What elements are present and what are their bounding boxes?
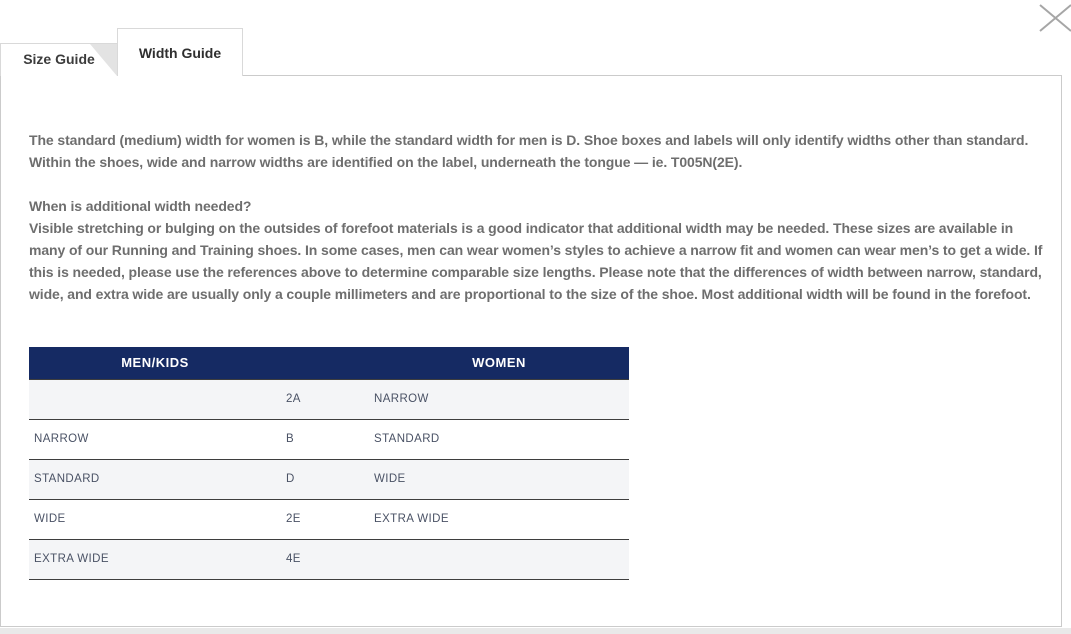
- tab-size-guide[interactable]: [0, 43, 117, 76]
- header-spacer: [281, 347, 369, 379]
- table-row: [29, 379, 629, 419]
- tab-width-guide[interactable]: [117, 28, 243, 76]
- table-cell: EXTRA WIDE: [29, 539, 281, 579]
- detail-paragraph: Visible stretching or bulging on the outsides of forefoot materials is a good indicator that additional width may be needed. These sizes are available in many of our Running and Training shoes. In some cases, men can wear women’s styles to achieve a narrow fit and women can wear men’s to get a wide. If this is needed, please use the references above to determine comparable size lengths. Please note that the differences of width between narrow, standard, wide, and extra wide are usually only a couple millimeters and are proportional to the size of the shoe. Most additional width will be found in the forefoot.: [29, 220, 1043, 302]
- table-cell: 4E: [281, 539, 369, 579]
- table-cell: NARROW: [29, 419, 281, 459]
- table-row: [29, 499, 629, 539]
- close-button[interactable]: [1034, 1, 1071, 35]
- table-cell: EXTRA WIDE: [369, 499, 629, 539]
- header-men-kids: MEN/KIDS: [29, 347, 281, 379]
- table-cell: D: [281, 459, 369, 499]
- header-women: WOMEN: [369, 347, 629, 379]
- table-cell: WIDE: [369, 459, 629, 499]
- tab-width-guide-label: Width Guide: [138, 45, 222, 61]
- table-cell: WIDE: [29, 499, 281, 539]
- table-row: [29, 539, 629, 579]
- table-cell: NARROW: [369, 379, 629, 419]
- table-cell: 2A: [281, 379, 369, 419]
- guide-text: [29, 129, 1045, 305]
- table-cell: [29, 379, 281, 419]
- table-cell: [369, 539, 629, 579]
- page-background-strip: [0, 628, 1071, 634]
- table-cell: STANDARD: [369, 419, 629, 459]
- tab-size-guide-label: Size Guide: [23, 51, 95, 67]
- width-table: [29, 347, 629, 580]
- table-row: [29, 419, 629, 459]
- width-needed-heading: When is additional width needed?: [29, 198, 252, 214]
- width-table-body: [29, 379, 629, 579]
- close-icon: [1034, 1, 1071, 35]
- intro-paragraph: The standard (medium) width for women is B, while the standard width for men is D. Shoe boxes and labels will only identify widths other than standard. Within the shoes, wide and narrow widths are identified on the label, underneath the tongue — ie. T005N(2E).: [29, 132, 1029, 170]
- table-cell: STANDARD: [29, 459, 281, 499]
- table-cell: 2E: [281, 499, 369, 539]
- table-cell: B: [281, 419, 369, 459]
- modal-panel: [0, 75, 1062, 627]
- table-row: [29, 459, 629, 499]
- table-header-row: [29, 347, 629, 379]
